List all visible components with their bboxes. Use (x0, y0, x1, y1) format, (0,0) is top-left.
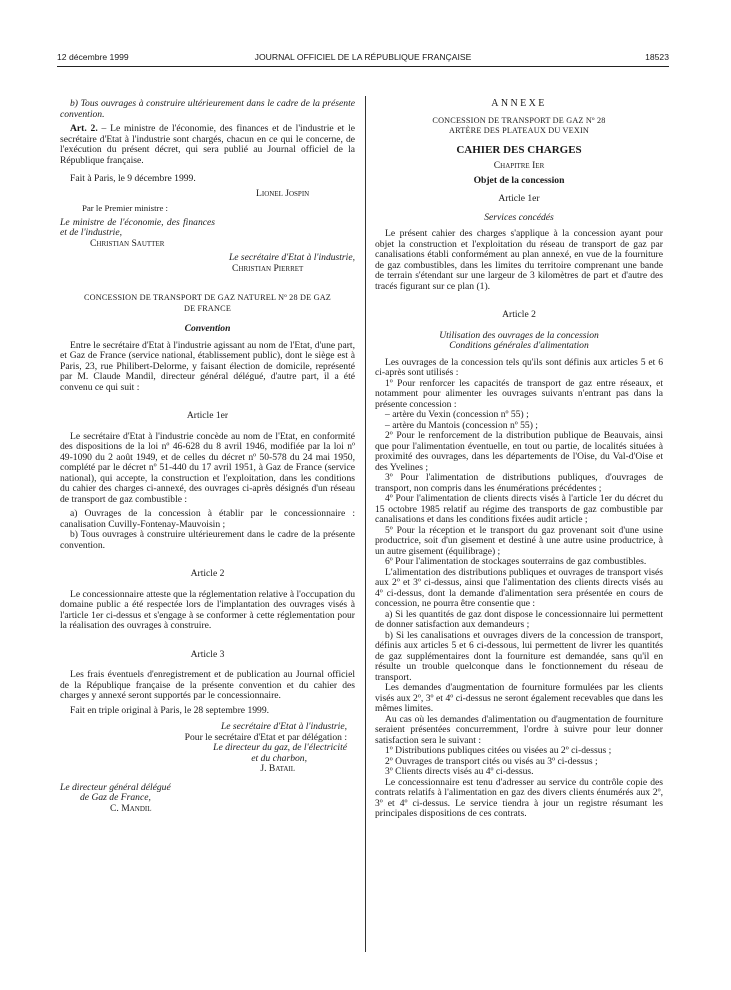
annexe-concession-line: CONCESSION DE TRANSPORT DE GAZ Nº 28 (432, 115, 606, 125)
paragraph: a) Si les quantités de gaz dont dispose le concessionnaire lui permettent de donner satisfaction aux demandeurs ; (375, 608, 663, 630)
article-2-heading: Article 2 (190, 568, 225, 579)
article-label: Art. 2. (70, 123, 98, 134)
conditions-heading: Conditions générales d'alimentation (449, 340, 589, 351)
paragraph: b) Si les canalisations et ouvrages divers de la concession de transport, définis aux articles 5 et 6 ci-dessous, lui permettent de livrer les quantités de gaz supplémentaires dont la fourniture est demandée, sans qu'il en résulte un trouble quelconque dans le fonctionnement du réseau de transport. (375, 629, 663, 683)
list-item: 2º Ouvrages de transport cités ou visés au 3º ci-dessus ; (385, 755, 598, 767)
objet-heading: Objet de la concession (473, 174, 565, 186)
paragraph: 5º Pour la réception et le transport du gaz provenant soit d'une usine productrice, soit d'un gisement et destiné à une autre usine productrice, à un autre gisement (équilibrage) ; (375, 524, 663, 557)
signature-sautter: Christian Sautter (90, 237, 165, 249)
right-column (375, 99, 663, 820)
signature-batail: J. Batail (260, 763, 295, 774)
paragraph: 6º Pour l'alimentation de stockages souterrains de gaz combustibles. (385, 556, 647, 567)
header-rule (57, 66, 669, 67)
signature-mandil: C. Mandil (110, 802, 152, 814)
paragraph: Les frais éventuels d'enregistrement et de publication au Journal officiel de la République française de la présente convention et du cahier des charges y annexé seront supportés par le concessionnaire. (60, 669, 355, 701)
paragraph: Les demandes d'augmentation de fourniture formulées par les clients visés aux 2º, 3º et 4º ci-dessus ne seront également recevables que dans les mêmes limites. (375, 682, 663, 714)
ministre-title: Le ministre de l'économie, des finances et de l'industrie, (60, 216, 215, 238)
header-date: 12 décembre 1999 (57, 52, 129, 62)
par-premier-ministre: Par le Premier ministre : (82, 203, 168, 213)
signature-line: et du charbon, (251, 752, 307, 764)
page-header (57, 52, 669, 64)
secretaire-title: Le secrétaire d'Etat à l'industrie, (228, 252, 355, 263)
paragraph: 3º Pour l'alimentation de distributions publiques, d'ouvrages de transport, non compris dans les énumérations précédentes ; (375, 472, 663, 494)
paragraph: b) Tous ouvrages à construire ultérieurement dans le cadre de la présente convention. (60, 529, 355, 551)
paragraph: Le concessionnaire atteste que la réglementation relative à l'occupation du domaine public a été respectée lors de l'implantation des ouvrages visés à l'article 1er ci-dessus et s'engage à se conformer à cette réglementation pour la réalisation des ouvrages à construire. (60, 588, 355, 631)
paragraph: Entre le secrétaire d'Etat à l'industrie agissant au nom de l'Etat, d'une part, et Gaz de France (service national, établissement public), dont le siège est à Paris, 23, rue Philibert-Delorme, y faisant élection de domicile, représenté par M. Claude Mandil, directeur général délégué, d'autre part, il a été convenu ce qui suit : (60, 339, 355, 393)
paragraph: b) Tous ouvrages à construire ultérieurement dans le cadre de la présente convention. (60, 98, 355, 120)
paragraph: a) Ouvrages de la concession à établir par le concessionnaire : canalisation Cuvilly-Fontenay-Mauvoisin ; (60, 508, 355, 530)
signature-pierret: Christian Pierret (232, 262, 304, 274)
concession-title: CONCESSION DE TRANSPORT DE GAZ NATUREL Nº 28 DE GAZ DE FRANCE (83, 293, 332, 313)
signature-line: Le secrétaire d'Etat à l'industrie, (220, 721, 347, 732)
date-line: Fait à Paris, le 9 décembre 1999. (70, 173, 196, 184)
signature-line: Pour le secrétaire d'Etat et par délégation : (184, 731, 347, 743)
cahier-des-charges-title: CAHIER DES CHARGES (456, 143, 582, 156)
signature-line: de Gaz de France, (80, 792, 151, 803)
date-line: Fait en triple original à Paris, le 28 septembre 1999. (70, 704, 270, 716)
paragraph: 2º Pour le renforcement de la distribution publique de Beauvais, ainsi que pour l'alimentation éventuelle, en tout ou partie, de localités situées à proximité des ouvrages, dans les départements de l'Oise, du Val-d'Oise et des Yvelines ; (375, 430, 663, 473)
list-item: 3º Clients directs visés au 4º ci-dessus. (385, 766, 534, 777)
paragraph: Les ouvrages de la concession tels qu'ils sont définis aux articles 5 et 6 ci-après sont utilisés : (375, 356, 663, 378)
header-journal-title: JOURNAL OFFICIEL DE LA RÉPUBLIQUE FRANÇAISE (254, 52, 472, 62)
chapitre-heading: Chapitre Ier (493, 160, 545, 171)
paragraph: 1º Pour renforcer les capacités de transport de gaz entre réseaux, et notamment pour alimenter les ouvrages suivants n'entrant pas dans la présente concession : (375, 377, 663, 410)
paragraph: 4º Pour l'alimentation de clients directs visés à l'article 1er du décret du 15 octobre 1985 relatif au régime des transports de gaz combustible par canalisations et dans les conditions fixées audit article ; (375, 493, 663, 525)
article-text: – Le ministre de l'économie, des finances et de l'industrie et le secrétaire d'Etat à l'industrie sont chargés, chacun en ce qui le concerne, de l'exécution du présent décret, qui sera publié au Journal officiel de la République française. (60, 123, 356, 166)
article-3-heading: Article 3 (190, 648, 225, 660)
convention-heading: Convention (184, 323, 231, 334)
article-2-decree (60, 124, 355, 166)
list-item: – artère du Vexin (concession nº 55) ; (385, 409, 529, 420)
list-item: 1º Distributions publiques citées ou visées au 2º ci-dessus ; (385, 745, 612, 756)
paragraph: L'alimentation des distributions publiques et ouvrages de transport visés aux 2º et 3º ci-dessus, ainsi que l'alimentation des clients directs visés au 4º ci-dessus, dont la demande d'alimentation sera présentée en cours de concession, ne pourra être consentie que : (375, 566, 663, 609)
annexe-artere-line: ARTÈRE DES PLATEAUX DU VEXIN (448, 126, 590, 135)
signature-jospin: Lionel Jospin (256, 187, 310, 199)
article-2-heading: Article 2 (502, 309, 536, 320)
signature-line: Le directeur général délégué (60, 781, 171, 793)
article-1-heading: Article 1er (498, 193, 540, 204)
list-item: – artère du Mantois (concession nº 55) ; (385, 419, 538, 431)
annexe-heading: ANNEXE (491, 98, 547, 109)
column-divider (365, 96, 366, 952)
paragraph: Le présent cahier des charges s'applique à la concession ayant pour objet la construction et l'exploitation du réseau de transport de gaz par canalisations établi conformément au plan annexé, en vue de la fourniture de gaz combustibles, dans les limites du territoire comprenant une bande de terrain s'étendant sur une largeur de 3 kilomètres de part et d'autre des tracés figurant sur ce plan (1). (375, 228, 663, 292)
services-heading: Services concédés (484, 211, 554, 223)
article-1-heading: Article 1er (186, 410, 229, 421)
paragraph: Le secrétaire d'Etat à l'industrie concède au nom de l'Etat, en conformité des dispositions de la loi nº 46-628 du 8 avril 1946, modifiée par la loi nº 49-1090 du 2 août 1949, et de celles du décret nº 50-578 du 24 mai 1950, complété par le décret nº 51-440 du 17 avril 1951, à Gaz de France (service national), qui accepte, la construction et l'exploitation, dans les conditions du cahier des charges ci-annexé, des ouvrages ci-après désignés d'un réseau de transport de gaz combustible : (60, 430, 355, 505)
utilisation-heading: Utilisation des ouvrages de la concession (439, 329, 599, 341)
left-column (60, 99, 355, 814)
paragraph: Le concessionnaire est tenu d'adresser au service du contrôle copie des contrats relatifs à l'alimentation en gaz des divers clients énumérés aux 2º, 3º et 4º ci-dessus. Le service tiendra à jour un registre résumant les principales dispositions de ces contrats. (375, 776, 663, 819)
header-page-number: 18523 (645, 52, 669, 62)
paragraph: Au cas où les demandes d'alimentation ou d'augmentation de fourniture seraient présentées concurremment, l'ordre à suivre pour leur donner satisfaction sera le suivant : (375, 713, 663, 746)
signature-line: Le directeur du gaz, de l'électricité (213, 742, 347, 753)
